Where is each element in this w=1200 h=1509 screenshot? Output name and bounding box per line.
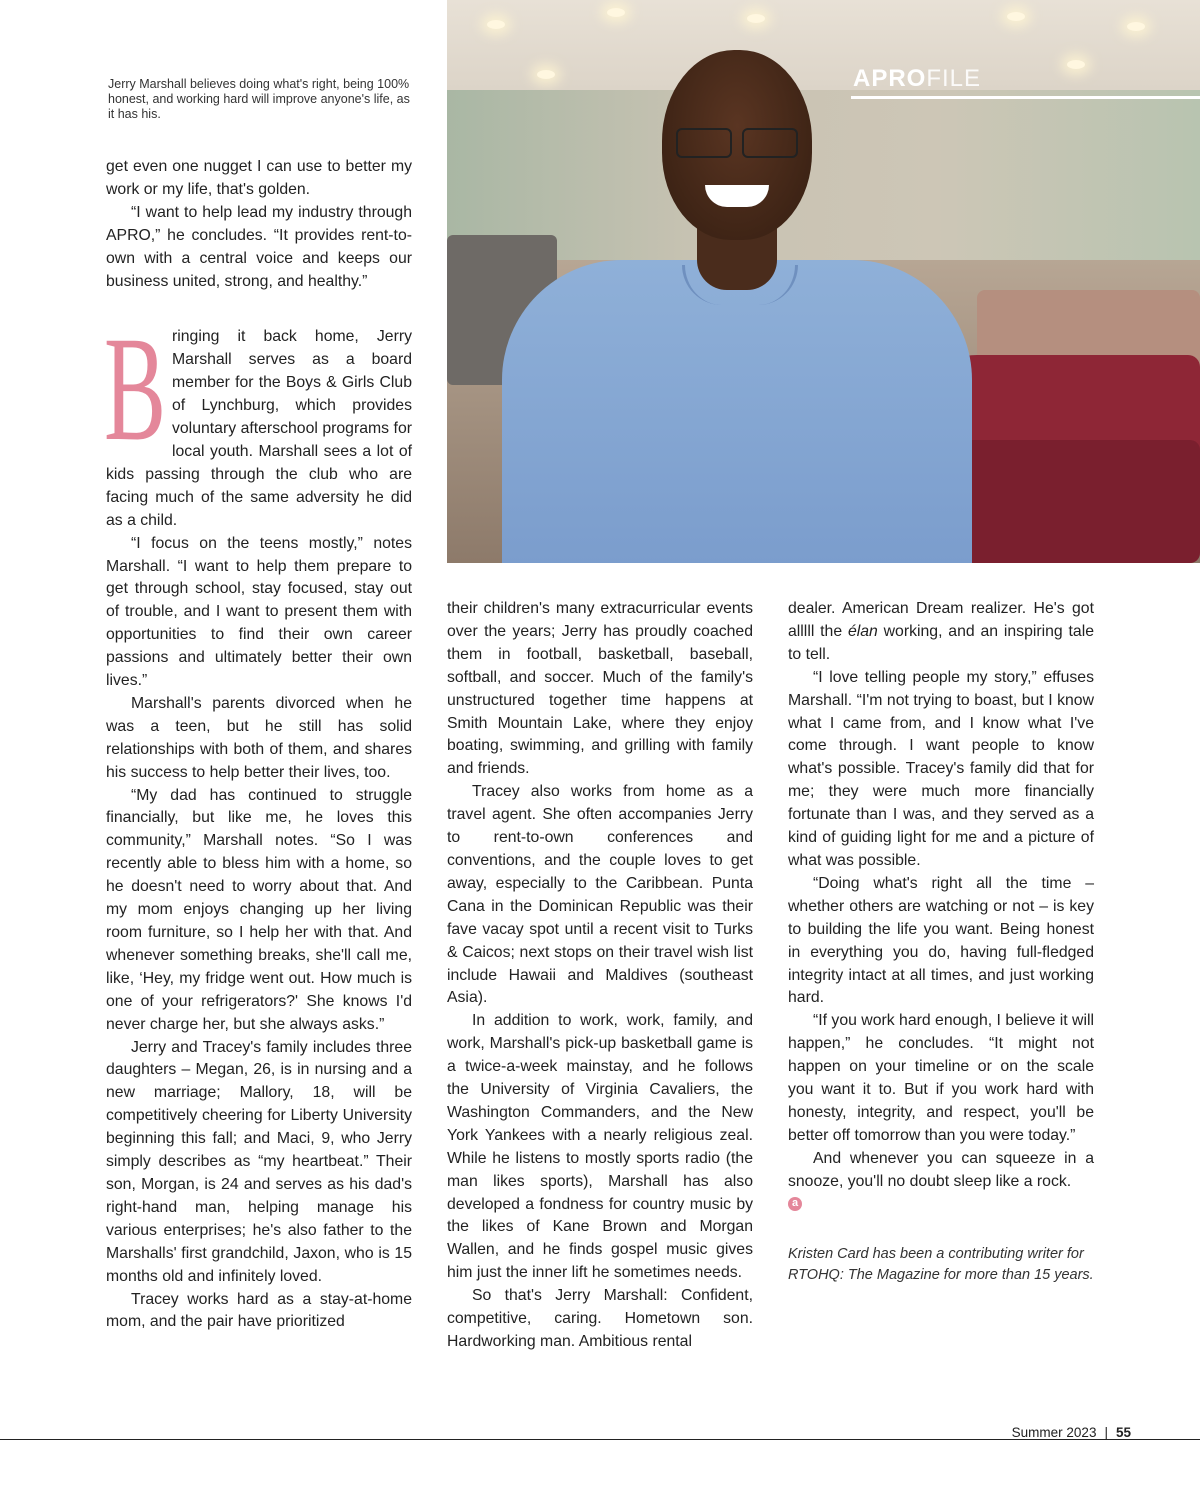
paragraph: “I love telling people my story,” effuses Marshall. “I'm not trying to boast, but I know what I came from, and I know what I've come through. I want people to know what's possible. Tracey's family did that for me; they were much more financially fortunate than I was, and they served as a kind of guiding light for me and a picture of what was possible. bbox=[788, 668, 1094, 869]
article-column-3 bbox=[788, 598, 1094, 1286]
paragraph: Jerry and Tracey's family includes three daughters – Megan, 26, is in nursing and a new marriage; Mallory, 18, will be competitively cheering for Liberty University beginning this fall; and Maci, 9, who Jerry simply describes as “my heartbeat.” Their son, Morgan, is 24 and serves as his dad's right-hand man, helping manage his various enterprises; he's also father to the Marshalls' first grandchild, Jaxon, who is 15 months old and infinitely loved. bbox=[106, 1038, 412, 1285]
drop-cap: B bbox=[104, 306, 167, 473]
person-figure bbox=[502, 40, 972, 563]
italic-word: élan bbox=[847, 622, 878, 640]
paragraph: “My dad has continued to struggle financially, but like me, he loves this community,” Marshall notes. “So I was recently able to bless him with a home, so he doesn't need to worry about that. And my mom enjoys changing up her living room furniture, so I help her with that. And whenever something breaks, she'll call me, like, ‘Hey, my fridge went out. How much is one of your refrigerators?' She knows I'd never charge her, but she always asks.” bbox=[106, 786, 412, 1033]
article-column-1 bbox=[106, 156, 412, 1334]
paragraph: “I want to help lead my industry through APRO,” he concludes. “It provides rent-to-own with a central voice and keeps our business united, strong, and healthy.” bbox=[106, 203, 412, 290]
paragraph: Tracey also works from home as a travel agent. She often accompanies Jerry to rent-to-own conferences and conventions, and the couple loves to get away, especially to the Caribbean. Punta Cana in the Dominican Republic was their fave vacay spot until a recent visit to Turks & Caicos; next stops on their travel wish list include Hawaii and Maldives (southeast Asia). bbox=[447, 783, 753, 1007]
paragraph: their children's many extracurricular events over the years; Jerry has proudly coached them in football, basketball, baseball, softball, and soccer. Much of the family's unstructured together time happens at Smith Mountain Lake, where they enjoy boating, swimming, and grilling with family and friends. bbox=[447, 600, 753, 778]
section-logo-bold: APRO bbox=[853, 65, 927, 92]
author-bio: Kristen Card has been a contributing writer for RTOHQ: The Magazine for more than 15 years. bbox=[788, 1246, 1094, 1284]
paragraph: “If you work hard enough, I believe it will happen,” he concludes. “It might not happen on your timeline or on the scale you want it to. But if you work hard with honesty, integrity, and respect, you'll be better off tomorrow than you were today.” bbox=[788, 1012, 1094, 1144]
paragraph: Marshall's parents divorced when he was a teen, but he still has solid relationships with both of them, and shares his success to help better their lives, too. bbox=[106, 694, 412, 781]
article-column-2 bbox=[447, 598, 753, 1354]
paragraph bbox=[788, 598, 1094, 667]
end-mark-icon: a bbox=[788, 1197, 802, 1211]
paragraph-text: dealer. American Dream realizer. He's got alllll the bbox=[788, 600, 1094, 640]
paragraph: In addition to work, work, family, and work, Marshall's pick-up basketball game is a twice-a-week mainstay, and he follows the University of Virginia Cavaliers, the Washington Commanders, and the New York Yankees with a nearly religious zeal. While he listens to mostly sports radio (the man likes sports), Marshall has also developed a fondness for country music by the likes of Kane Brown and Morgan Wallen, and he finds gospel music gives him just the inner lift he sometimes needs. bbox=[447, 1012, 753, 1282]
paragraph-text: working, and an inspiring tale to tell. bbox=[788, 622, 1094, 663]
paragraph: “I focus on the teens mostly,” notes Marshall. “I want to help them prepare to get through school, stay focused, stay out of trouble, and I want to present them with opportunities to find their own career passions and ultimately better their own lives.” bbox=[106, 534, 412, 690]
issue-label: Summer 2023 bbox=[1011, 1425, 1097, 1440]
paragraph: get even one nugget I can use to better my work or my life, that's golden. bbox=[106, 158, 412, 198]
paragraph-text: And whenever you can squeeze in a snooze, you'll no doubt sleep like a rock. bbox=[788, 1149, 1094, 1190]
section-logo-rule bbox=[851, 96, 1200, 99]
end-mark-line bbox=[788, 1194, 1094, 1217]
paragraph: Tracey works hard as a stay-at-home mom, and the pair have prioritized bbox=[106, 1290, 412, 1331]
portrait-photo bbox=[447, 0, 1200, 563]
paragraph bbox=[788, 1148, 1094, 1194]
paragraph: “Doing what's right all the time – whether others are watching or not – is key to building the life you want. Being honest in everything you do, having full-fledged integrity intact at all times, and just working hard. bbox=[788, 874, 1094, 1007]
footer-separator: | bbox=[1104, 1425, 1108, 1440]
section-logo bbox=[853, 66, 981, 92]
paragraph-with-dropcap bbox=[104, 306, 412, 532]
paragraph: So that's Jerry Marshall: Confident, competitive, caring. Hometown son. Hardworking man. Ambitious rental bbox=[447, 1287, 753, 1350]
page-number: 55 bbox=[1115, 1425, 1131, 1440]
photo-caption: Jerry Marshall believes doing what's right, being 100% honest, and working hard will improve anyone's life, as it has his. bbox=[108, 77, 410, 121]
paragraph-text: ringing it back home, Jerry Marshall serves as a board member for the Boys & Girls Club of Lynchburg, which provides voluntary afterschool programs for local youth. Marshall sees a lot of kids passing through the club who are facing much of the same adversity he did as a child. bbox=[106, 328, 412, 529]
page-footer bbox=[0, 1425, 1131, 1440]
section-logo-light: FILE bbox=[926, 65, 982, 92]
